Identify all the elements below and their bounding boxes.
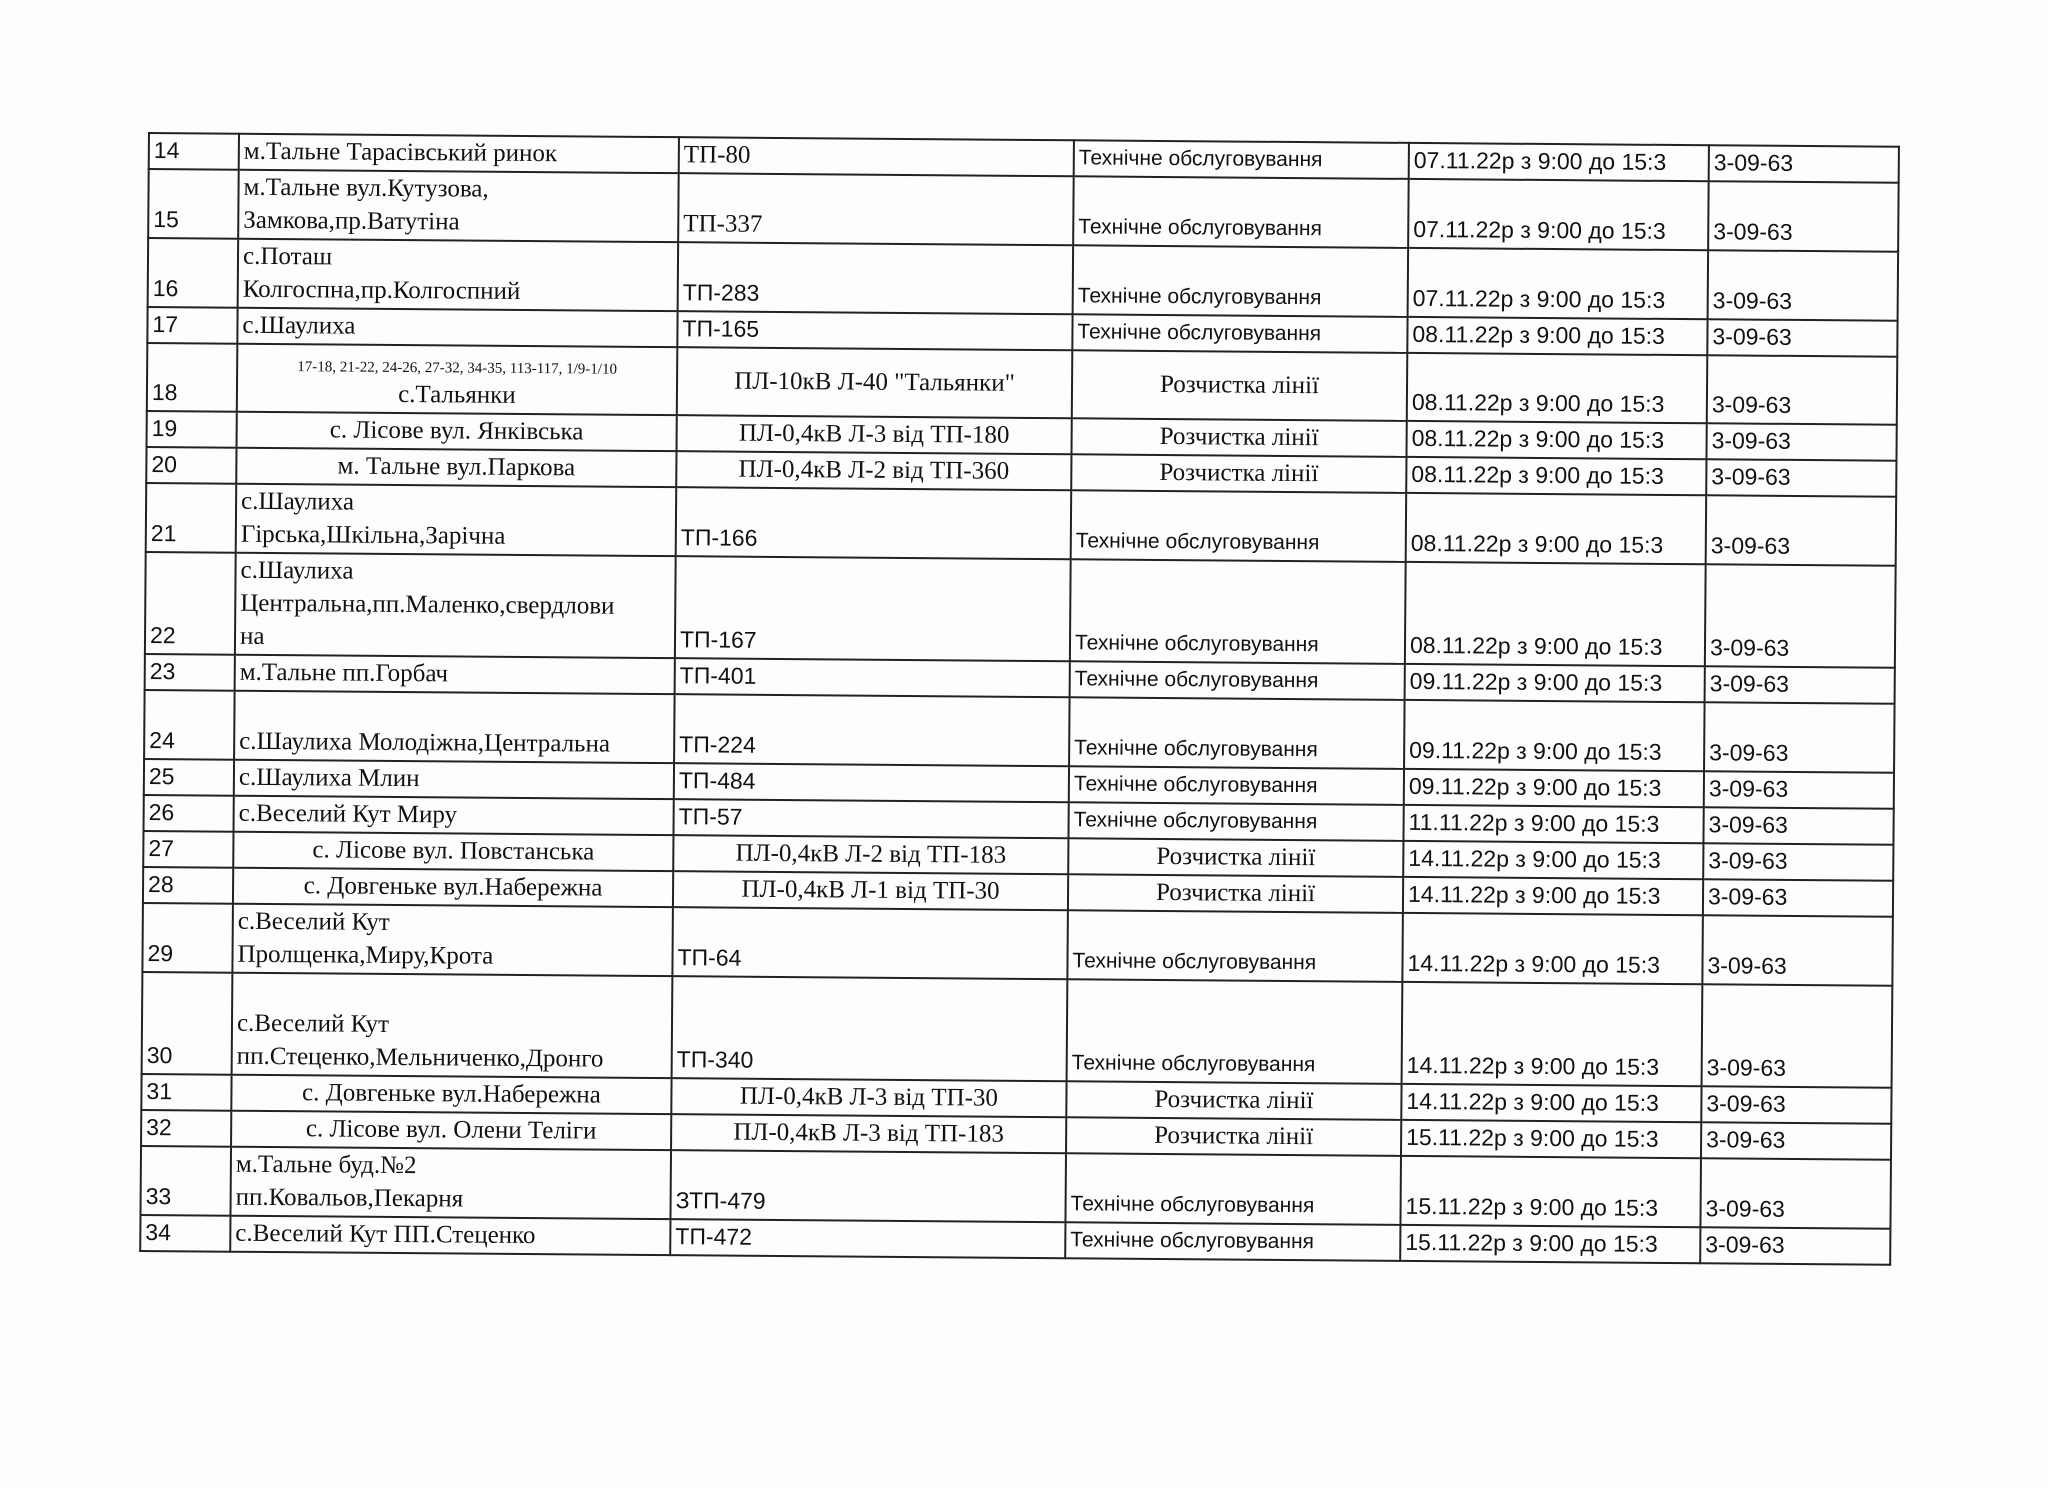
row-number: 23: [145, 654, 235, 691]
phone-cell: 3-09-63: [1700, 1227, 1890, 1264]
address-cell: [234, 796, 674, 835]
row-number: 26: [144, 795, 234, 832]
schedule-sheet: [139, 132, 1898, 1266]
phone-cell: 3-09-63: [1706, 459, 1896, 496]
address-cell: [239, 134, 679, 173]
address-line: с.Тальянки: [398, 380, 516, 409]
address-cell: [237, 344, 678, 415]
phone-cell: 3-09-63: [1706, 495, 1897, 565]
address-cell: [235, 553, 676, 658]
object-cell: ТП-337: [678, 173, 1074, 245]
address-cell: [236, 484, 677, 556]
row-number: 20: [146, 447, 236, 484]
address-line: Центральна,пп.Маленко,свердлови: [240, 589, 615, 620]
phone-cell: 3-09-63: [1705, 564, 1896, 667]
work-type-cell: Технічне обслуговування: [1072, 314, 1407, 353]
address-line: с.Шаулиха Молодіжна,Центральна: [239, 727, 611, 758]
date-time-cell: 14.11.22р з 9:00 до 15:3: [1403, 841, 1703, 879]
row-number: 15: [148, 169, 239, 239]
address-line: с.Веселий Кут Миру: [238, 799, 458, 829]
row-number: 29: [142, 903, 233, 973]
address-line: м.Тальне пп.Горбач: [239, 658, 449, 688]
address-cell: [237, 412, 677, 451]
phone-cell: 3-09-63: [1709, 145, 1899, 182]
phone-cell: 3-09-63: [1701, 1086, 1891, 1123]
object-cell: ТП-484: [674, 763, 1069, 802]
date-time-cell: 08.11.22р з 9:00 до 15:3: [1407, 353, 1708, 423]
work-type-cell: Технічне обслуговування: [1065, 1222, 1400, 1261]
address-line: с. Лісове вул. Повстанська: [312, 836, 595, 866]
row-number: 25: [144, 759, 234, 796]
address-line: м.Тальне буд.№2: [235, 1150, 417, 1180]
table-row: [145, 552, 1896, 668]
phone-cell: 3-09-63: [1708, 181, 1899, 251]
row-number: 17: [147, 307, 237, 344]
address-line: с. Лісове вул. Олени Теліги: [305, 1115, 597, 1145]
address-cell: [230, 1147, 671, 1219]
object-cell: ПЛ-0,4кВ Л-3 від ТП-183: [671, 1114, 1066, 1153]
address-line: м.Тальне Тарасівський ринок: [243, 137, 558, 168]
address-line: м. Тальне вул.Паркова: [337, 452, 576, 482]
object-cell: ПЛ-0,4кВ Л-1 від ТП-30: [673, 871, 1068, 910]
row-number: 14: [149, 133, 239, 170]
object-cell: ТП-340: [672, 976, 1068, 1081]
work-type-cell: Технічне обслуговування: [1073, 176, 1409, 248]
phone-cell: 3-09-63: [1707, 355, 1898, 424]
row-number: 31: [141, 1074, 231, 1111]
phone-cell: 3-09-63: [1702, 984, 1893, 1087]
address-line: с. Довгеньке вул.Набережна: [303, 872, 603, 902]
row-number: 32: [141, 1110, 231, 1147]
address-cell: [232, 973, 673, 1078]
work-type-cell: Технічне обслуговування: [1071, 490, 1407, 562]
phone-cell: 3-09-63: [1705, 666, 1895, 703]
date-time-cell: 08.11.22р з 9:00 до 15:3: [1406, 493, 1707, 564]
address-cell: [231, 1111, 671, 1150]
address-cell: [231, 1075, 671, 1114]
address-cell: [236, 448, 676, 487]
date-time-cell: 08.11.22р з 9:00 до 15:3: [1407, 317, 1707, 355]
work-type-cell: Технічне обслуговування: [1065, 1153, 1401, 1225]
row-number: 22: [145, 552, 236, 655]
address-line: пп.Ковальов,Пекарня: [235, 1183, 464, 1213]
date-time-cell: 14.11.22р з 9:00 до 15:3: [1403, 877, 1703, 915]
work-type-cell: Розчистка лінії: [1068, 874, 1403, 913]
work-type-cell: Технічне обслуговування: [1070, 661, 1405, 700]
phone-cell: 3-09-63: [1700, 1158, 1891, 1228]
date-time-cell: 15.11.22р з 9:00 до 15:3: [1400, 1156, 1701, 1227]
address-cell: [238, 239, 679, 311]
phone-cell: 3-09-63: [1708, 250, 1899, 320]
object-cell: ТП-166: [676, 487, 1072, 559]
object-cell: ТП-472: [670, 1219, 1065, 1258]
work-type-cell: Технічне обслуговування: [1069, 697, 1405, 769]
schedule-body: [140, 133, 1899, 1265]
address-line: с.Веселий Кут: [237, 907, 390, 936]
address-cell: [233, 832, 673, 871]
work-type-cell: Розчистка лінії: [1072, 350, 1408, 421]
address-cell: [234, 691, 675, 763]
address-line: на: [239, 622, 265, 650]
date-time-cell: 08.11.22р з 9:00 до 15:3: [1406, 457, 1706, 495]
date-time-cell: 08.11.22р з 9:00 до 15:3: [1405, 562, 1706, 666]
address-line: пп.Стеценко,Мельниченко,Дронго: [236, 1042, 604, 1073]
address-line: с.Веселий Кут ПП.Стеценко: [235, 1219, 536, 1250]
phone-cell: 3-09-63: [1701, 1122, 1891, 1159]
work-type-cell: Розчистка лінії: [1066, 1117, 1401, 1156]
row-number: 19: [147, 411, 237, 448]
address-line: Гірська,Шкільна,Зарічна: [240, 520, 506, 550]
row-number: 24: [144, 690, 235, 760]
address-line: [237, 974, 667, 1010]
object-cell: ТП-57: [673, 799, 1068, 838]
object-cell: ПЛ-0,4кВ Л-2 від ТП-183: [673, 835, 1068, 874]
address-line: с.Шаулиха: [240, 487, 355, 516]
row-number: 33: [140, 1146, 231, 1216]
object-cell: ЗТП-479: [670, 1150, 1066, 1222]
address-line: м.Тальне вул.Кутузова,: [243, 173, 489, 203]
row-number: 34: [140, 1215, 230, 1252]
work-type-cell: Розчистка лінії: [1068, 838, 1403, 877]
address-line: Замкова,пр.Ватутіна: [243, 206, 460, 236]
date-time-cell: 14.11.22р з 9:00 до 15:3: [1402, 982, 1703, 1086]
address-line: с.Веселий Кут: [236, 1009, 390, 1038]
date-time-cell: 09.11.22р з 9:00 до 15:3: [1405, 664, 1705, 702]
date-time-cell: 08.11.22р з 9:00 до 15:3: [1406, 421, 1706, 459]
date-time-cell: 15.11.22р з 9:00 до 15:3: [1401, 1120, 1701, 1158]
phone-cell: 3-09-63: [1703, 807, 1893, 844]
date-time-cell: 11.11.22р з 9:00 до 15:3: [1403, 805, 1703, 843]
phone-cell: 3-09-63: [1706, 423, 1896, 460]
object-cell: ПЛ-0,4кВ Л-2 від ТП-360: [676, 451, 1071, 490]
address-line: с.Шаулиха: [242, 311, 356, 340]
address-cell: [235, 655, 675, 694]
address-line: Колгоспна,пр.Колгоспний: [242, 275, 521, 305]
date-time-cell: 09.11.22р з 9:00 до 15:3: [1404, 769, 1704, 807]
work-type-cell: Розчистка лінії: [1066, 1081, 1401, 1120]
address-line: [239, 692, 669, 728]
date-time-cell: 14.11.22р з 9:00 до 15:3: [1402, 913, 1703, 984]
row-number: 18: [147, 343, 238, 412]
object-cell: ПЛ-0,4кВ Л-3 від ТП-180: [677, 415, 1072, 454]
work-type-cell: Технічне обслуговування: [1067, 910, 1403, 982]
address-cell: [230, 1216, 670, 1255]
date-time-cell: 15.11.22р з 9:00 до 15:3: [1400, 1225, 1700, 1263]
object-cell: ТП-64: [672, 907, 1068, 979]
work-type-cell: Технічне обслуговування: [1073, 245, 1409, 317]
work-type-cell: Технічне обслуговування: [1070, 559, 1406, 664]
object-cell: ТП-165: [677, 311, 1072, 350]
work-type-cell: Технічне обслуговування: [1068, 802, 1403, 841]
row-number: 21: [146, 483, 237, 553]
object-cell: ТП-283: [678, 242, 1074, 314]
object-cell: ТП-167: [675, 556, 1071, 661]
address-cell: [232, 904, 673, 976]
object-cell: ПЛ-10кВ Л-40 "Тальянки": [677, 347, 1073, 418]
date-time-cell: 09.11.22р з 9:00 до 15:3: [1404, 700, 1705, 771]
row-number: 16: [148, 238, 239, 308]
phone-cell: 3-09-63: [1707, 319, 1897, 356]
address-cell: [233, 868, 673, 907]
address-cell: [238, 170, 679, 242]
address-line: с.Шаулиха Млин: [238, 763, 420, 793]
row-number: 27: [143, 831, 233, 868]
outage-schedule-table: [139, 132, 1900, 1266]
object-cell: ТП-401: [675, 658, 1070, 697]
address-line: с.Шаулиха: [240, 556, 354, 585]
object-cell: ТП-80: [679, 137, 1074, 176]
phone-cell: 3-09-63: [1704, 771, 1894, 808]
work-type-cell: Технічне обслуговування: [1067, 979, 1403, 1084]
phone-cell: 3-09-63: [1704, 702, 1895, 772]
address-line: с. Довгеньке вул.Набережна: [302, 1079, 601, 1109]
address-cell: [237, 308, 677, 347]
date-time-cell: 07.11.22р з 9:00 до 15:3: [1408, 179, 1709, 250]
phone-cell: 3-09-63: [1703, 879, 1893, 916]
work-type-cell: Технічне обслуговування: [1074, 140, 1409, 179]
address-cell: [234, 760, 674, 799]
address-line: Пролщенка,Миру,Крота: [237, 940, 494, 970]
row-number: 28: [143, 867, 233, 904]
address-note: 17-18, 21-22, 24-26, 27-32, 34-35, 113-117, 1/9-1/10: [297, 359, 618, 378]
phone-cell: 3-09-63: [1702, 915, 1893, 985]
work-type-cell: Технічне обслуговування: [1069, 766, 1404, 805]
date-time-cell: 07.11.22р з 9:00 до 15:3: [1409, 143, 1709, 181]
work-type-cell: Розчистка лінії: [1071, 418, 1406, 457]
date-time-cell: 07.11.22р з 9:00 до 15:3: [1408, 248, 1709, 319]
object-cell: ПЛ-0,4кВ Л-3 від ТП-30: [671, 1078, 1066, 1117]
address-line: с. Лісове вул. Янківська: [329, 416, 584, 446]
table-row: [142, 972, 1893, 1088]
date-time-cell: 14.11.22р з 9:00 до 15:3: [1401, 1084, 1701, 1122]
work-type-cell: Розчистка лінії: [1071, 454, 1406, 493]
object-cell: ТП-224: [674, 694, 1070, 766]
row-number: 30: [142, 972, 233, 1075]
phone-cell: 3-09-63: [1703, 843, 1893, 880]
address-line: с.Поташ: [242, 242, 333, 271]
